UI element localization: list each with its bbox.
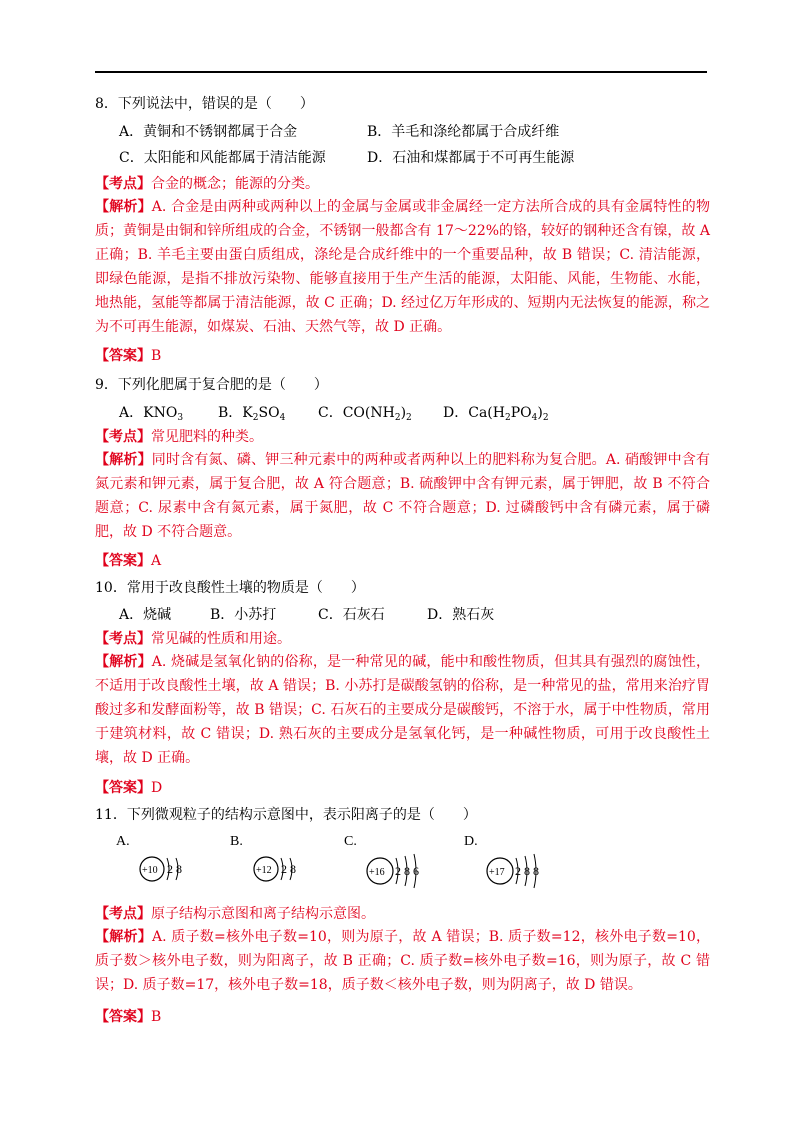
q10-option-a: A．烧碱 [119,607,172,623]
q11-answer: 【答案】B [95,1009,162,1025]
q9-kaodian: 【考点】常见肥料的种类。 [95,429,263,445]
q9-option-d: D．$Ca(H_2PO_4)_2$ [443,405,549,423]
q9-stem: 9．下列化肥属于复合肥的是（ ） [95,377,328,393]
shell-count-b2: 8 [290,862,296,876]
shell-count-c2: 8 [404,864,410,878]
shell-count-d2: 8 [524,864,530,878]
nucleus-charge-c: +16 [369,867,385,878]
kaodian-text: 合金的概念；能源的分类。 [151,176,319,192]
q8-option-a: A．黄铜和不锈钢都属于合金 [119,124,298,140]
q9-answer: 【答案】A [95,553,162,569]
atom-diagram-b [226,830,336,890]
shell-count-c3: 6 [413,864,419,878]
q8-jiexi [95,195,710,339]
jiexi-text: A. 合金是由两种或两种以上的金属与金属或非金属经一定方法所合成的具有金属特性的物质；黄铜是由铜和锌所组成的合金，不锈钢一般都含有 17～22%的铬，较好的钢种还含有镍，故 A 正确；B. 羊毛主要由蛋白质组成，涤纶是合成纤维中的一个重要品种，故 B 错误；C. 清洁能源，即绿色能源，是指不排放污染物、能够直接用于生产生活的能源，太阳能、风能，生物能、水能，地热能，氢能等都属于清洁能源，故 C 正确；D. 经过亿万年形成的、短期内无法恢复的能源，称之为不可再生能源，如煤炭、石油、天然气等，故 D 正确。 [95,199,710,335]
option-label-d: D. [464,834,478,849]
q8-option-c: C．太阳能和风能都属于清洁能源 [119,150,326,166]
shell-count-a1: 2 [167,862,173,876]
q11-jiexi: 【解析】A. 质子数=核外电子数=10，则为原子，故 A 错误；B. 质子数=12，核外电子数=10，质子数＞核外电子数，则为阳离子，故 B 正确；C. 质子数=核外电子数=16，则为原子，故 C 错误；D. 质子数=17，核外电子数=18，质子数＜核外电子数，则为阴离子，故 D 错误。 [95,929,711,993]
jiexi-tag: 【解析】 [95,199,152,215]
shell-count-d1: 2 [515,864,521,878]
q10-option-d: D．熟石灰 [427,607,495,623]
answer-value: B [151,348,162,364]
q9-option-c: C．$CO(NH_2)_2$ [318,405,412,423]
q10-answer: 【答案】D [95,780,163,796]
q8-option-b: B．羊毛和涤纶都属于合成纤维 [367,124,560,140]
nucleus-charge-d: +17 [489,867,505,878]
kaodian-tag: 【考点】 [95,176,151,192]
q11-kaodian: 【考点】原子结构示意图和离子结构示意图。 [95,906,375,922]
nucleus-charge-b: +12 [256,865,272,876]
atom-diagram-c [340,830,450,890]
q11-stem: 11．下列微观粒子的结构示意图中，表示阳离子的是（ ） [95,807,477,823]
header-rule [95,71,707,73]
shell-count-d3: 8 [533,864,539,878]
q10-option-b: B．小苏打 [210,607,277,623]
q9-option-a: A．$KNO_3$ [119,405,184,423]
q8-answer [95,347,161,365]
atom-diagram-d [460,830,570,890]
option-label-c: C. [344,834,357,849]
q10-kaodian: 【考点】常见碱的性质和用途。 [95,631,291,647]
q9-option-b: B．$K_2SO_4$ [218,405,286,423]
atom-diagram-a [112,830,222,890]
shell-count-c1: 2 [395,864,401,878]
q10-stem: 10．常用于改良酸性土壤的物质是（ ） [95,580,365,596]
q10-option-c: C．石灰石 [318,607,385,623]
q8-option-d: D．石油和煤都属于不可再生能源 [367,150,575,166]
q8-kaodian [95,175,319,193]
shell-count-b1: 2 [281,862,287,876]
option-label-b: B. [230,834,243,849]
answer-tag: 【答案】 [95,348,151,364]
q8-stem: 8．下列说法中，错误的是（ ） [95,96,314,112]
q9-jiexi: 【解析】同时含有氮、磷、钾三种元素中的两种或者两种以上的肥料称为复合肥。A. 硝酸钾中含有氮元素和钾元素，属于复合肥，故 A 符合题意；B. 硫酸钾中含有钾元素，属于钾肥，故 B 不符合题意；C. 尿素中含有氮元素，属于氮肥，故 C 不符合题意；D. 过磷酸钙中含有磷元素，属于磷肥，故 D 不符合题意。 [95,452,710,540]
q10-jiexi: 【解析】A. 烧碱是氢氧化钠的俗称，是一种常见的碱，能中和酸性物质，但其具有强烈的腐蚀性，不适用于改良酸性土壤，故 A 错误；B. 小苏打是碳酸氢钠的俗称，是一种常见的盐，常用来治疗胃酸过多和发酵面粉等，故 B 错误；C. 石灰石的主要成分是碳酸钙，不溶于水，属于中性物质，常用于建筑材料，故 C 错误；D. 熟石灰的主要成分是氢氧化钙，是一种碱性物质，可用于改良酸性土壤，故 D 正确。 [95,654,710,766]
shell-count-a2: 8 [176,862,182,876]
option-label-a: A. [116,834,130,849]
nucleus-charge-a: +10 [142,865,158,876]
